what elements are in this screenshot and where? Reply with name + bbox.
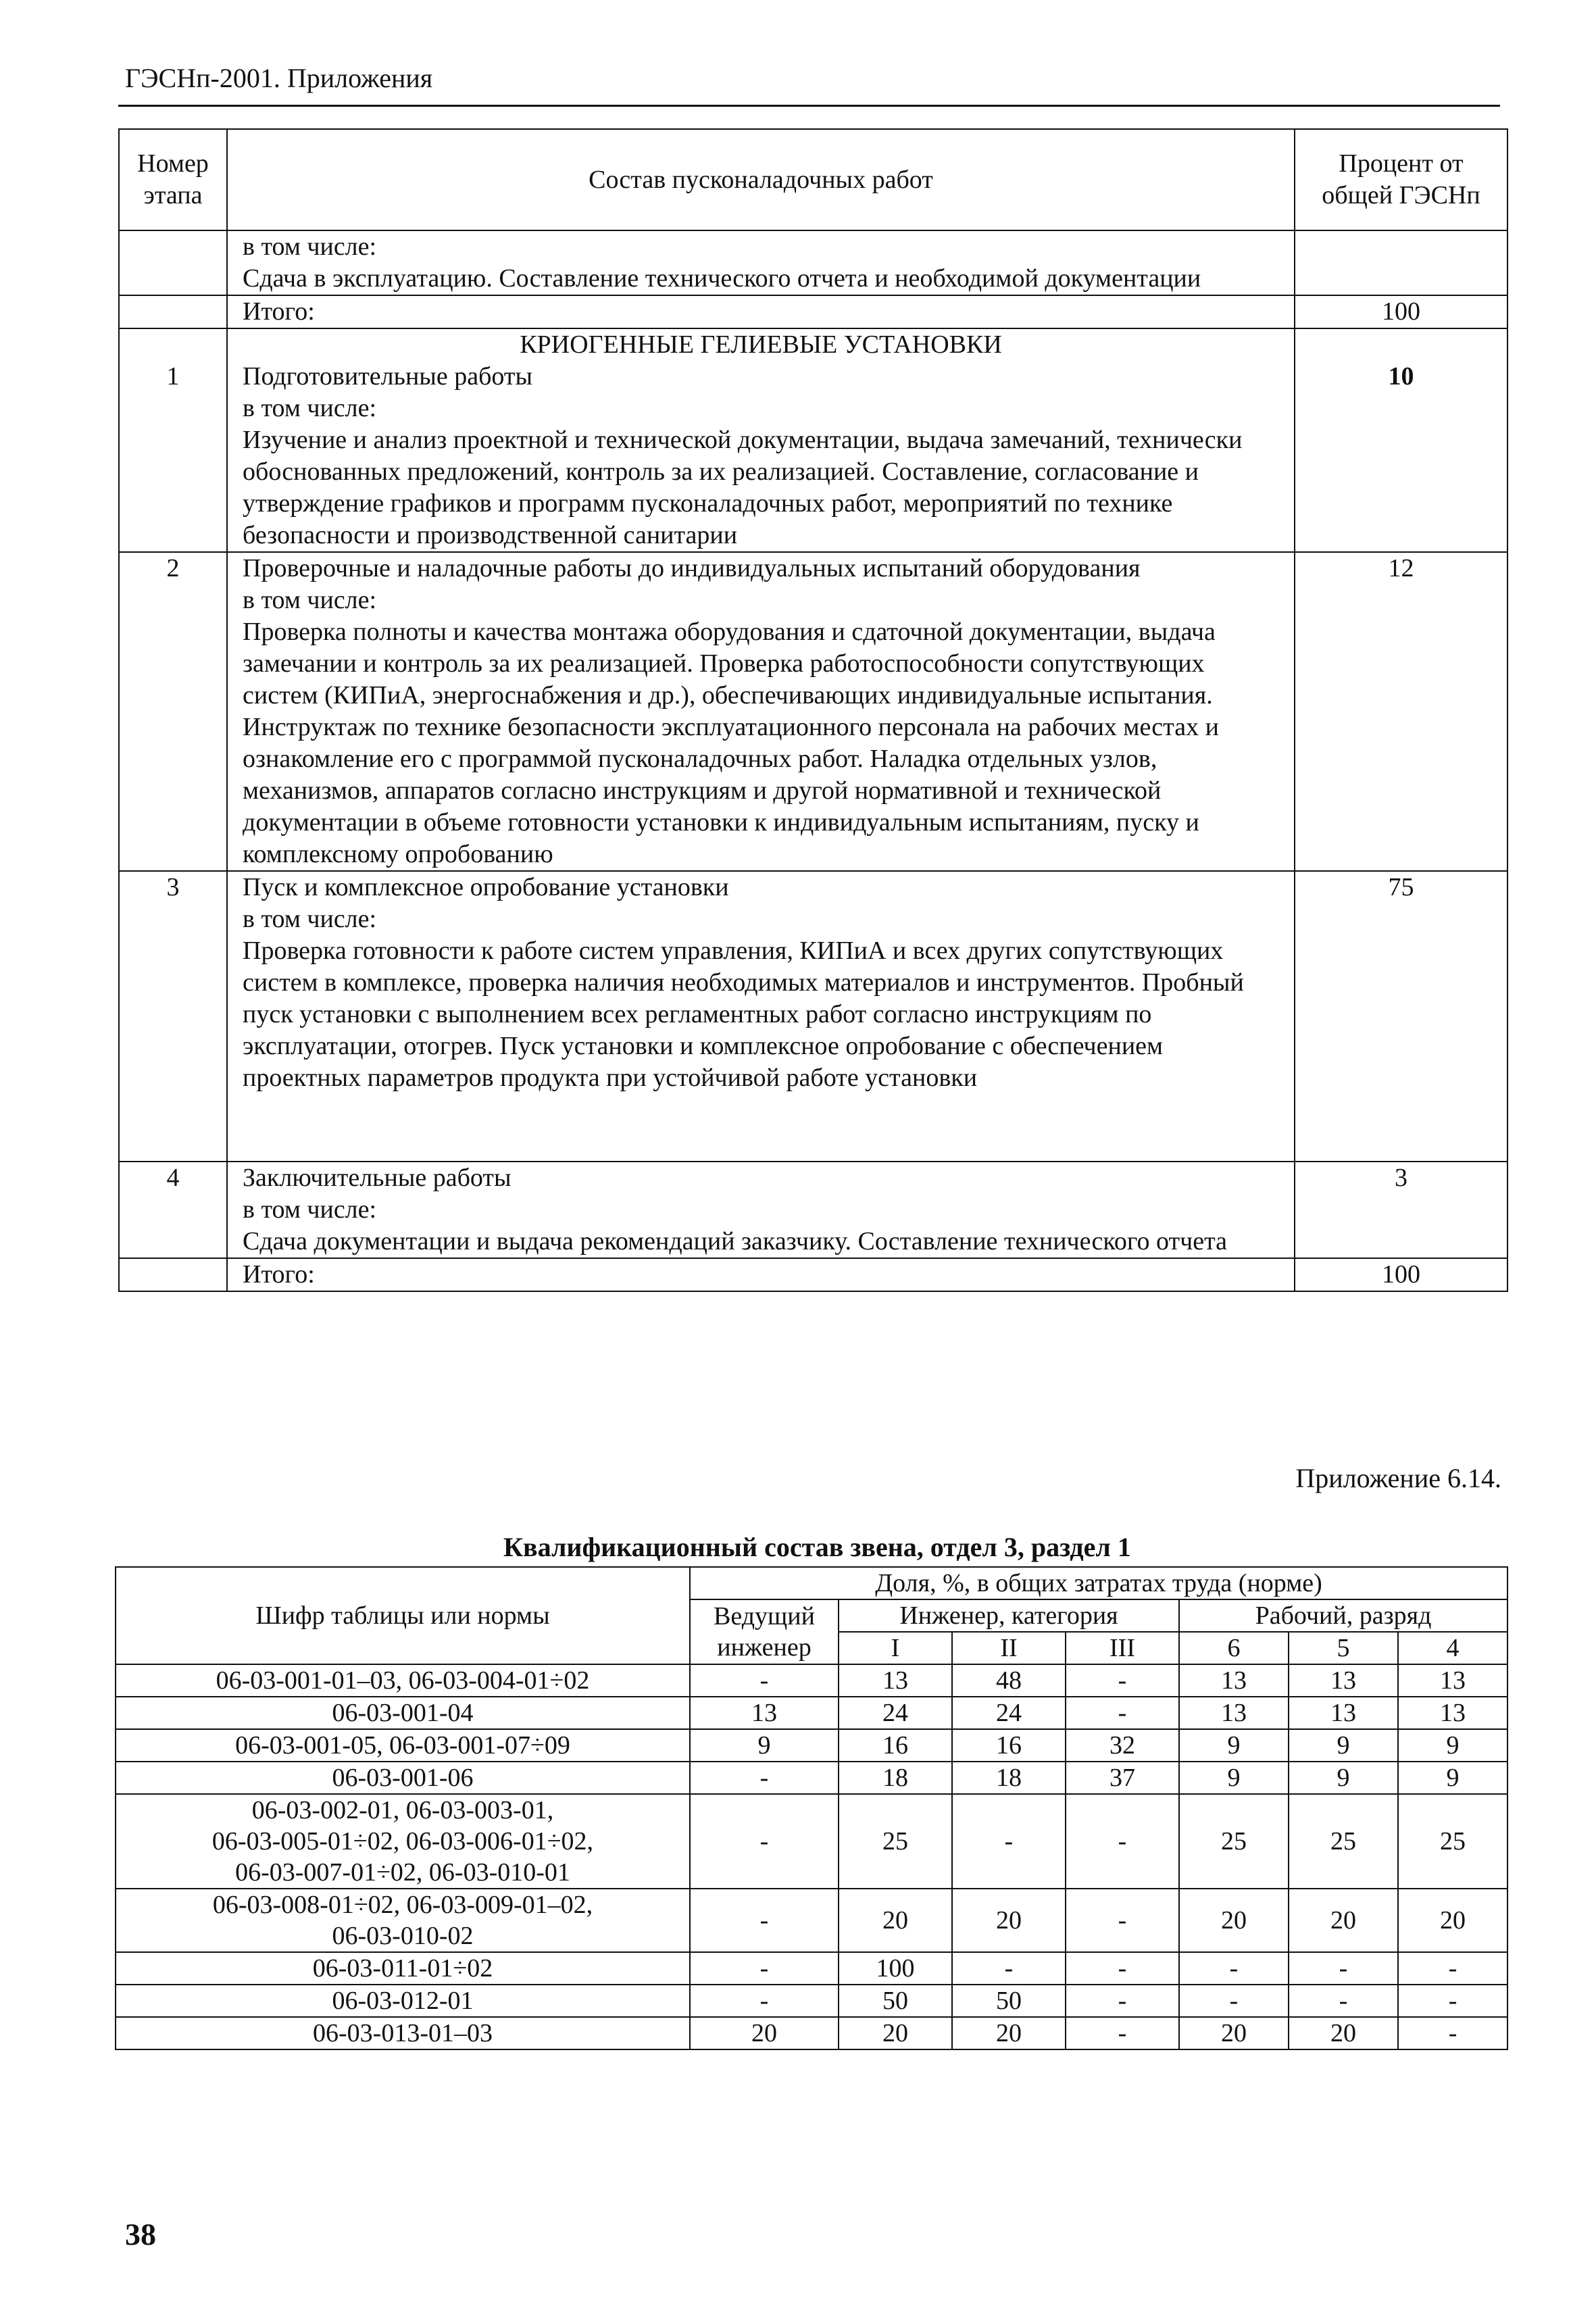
stage-percent: 75 <box>1295 871 1507 1162</box>
stage-number <box>119 230 227 295</box>
share-value: - <box>1289 1985 1398 2017</box>
share-value: - <box>1066 1697 1179 1729</box>
norm-code-line: 06-03-005-01÷02, 06-03-006-01÷02, <box>211 1827 594 1856</box>
description-line: Итого: <box>243 297 315 326</box>
share-value: 13 <box>690 1697 839 1729</box>
description-line: Пуск и комплексное опробование установки <box>243 873 729 901</box>
col-header-category-1: I <box>839 1632 952 1664</box>
col-header-share: Доля, %, в общих затратах труда (норме) <box>690 1567 1507 1599</box>
share-value: 48 <box>952 1664 1066 1697</box>
share-value: 9 <box>1289 1729 1398 1762</box>
description-line: Проверочные и наладочные работы до индивидуальных испытаний оборудования <box>243 554 1141 582</box>
description-line: Заключительные работы <box>243 1164 512 1192</box>
table-row <box>119 1162 1507 1258</box>
norm-code-line: 06-03-007-01÷02, 06-03-010-01 <box>235 1858 570 1887</box>
share-value: - <box>1398 1985 1507 2017</box>
col-header-code: Шифр таблицы или нормы <box>116 1567 690 1664</box>
share-value: 25 <box>1289 1794 1398 1889</box>
share-value: 13 <box>1289 1697 1398 1729</box>
share-value: - <box>690 1794 839 1889</box>
share-value: 20 <box>1179 1889 1289 1952</box>
share-value: - <box>1398 1952 1507 1985</box>
share-value: 20 <box>952 1889 1066 1952</box>
norm-code <box>116 1762 690 1794</box>
crew-table-title: Квалификационный состав звена, отдел 3, раздел 1 <box>503 1532 1131 1562</box>
work-description <box>227 230 1295 295</box>
share-value: 9 <box>1179 1729 1289 1762</box>
share-value: - <box>1289 1952 1398 1985</box>
share-value: 13 <box>1398 1697 1507 1729</box>
share-value: - <box>1066 1664 1179 1697</box>
work-description <box>227 552 1295 871</box>
share-value: 13 <box>1179 1664 1289 1697</box>
col-header-percent: Процент от общей ГЭСНп <box>1295 129 1507 230</box>
table-row <box>119 328 1507 552</box>
share-value: 13 <box>1179 1697 1289 1729</box>
share-value: - <box>1066 2017 1179 2049</box>
norm-code <box>116 2017 690 2049</box>
crew-table-header-row-1 <box>116 1567 1507 1599</box>
page-number: 38 <box>125 2217 156 2251</box>
share-value: - <box>1066 1889 1179 1952</box>
share-value: - <box>1179 1952 1289 1985</box>
appendix-label: Приложение 6.14. <box>1295 1463 1501 1493</box>
description-line: в том числе: <box>243 586 377 614</box>
share-value: 25 <box>839 1794 952 1889</box>
share-value: 20 <box>839 2017 952 2049</box>
share-value: 18 <box>952 1762 1066 1794</box>
work-description <box>227 295 1295 328</box>
col-header-grade-6: 6 <box>1179 1632 1289 1664</box>
table-row <box>116 1889 1507 1952</box>
norm-code <box>116 1729 690 1762</box>
table-row <box>116 1985 1507 2017</box>
share-value: 37 <box>1066 1762 1179 1794</box>
description-line: Проверка полноты и качества монтажа оборудования и сдаточной документации, выдача замечании и контроль за их реализацией. Проверка работоспособности сопутствующих систем (КИПиА, энергоснабжения и др.), обеспечивающих индивидуальные испытания. Инструктаж по технике безопасности эксплуатационного персонала на рабочих местах и ознакомление его с программой пусконаладочных работ. Наладка отдельных узлов, механизмов, аппаратов согласно инструкциям и другой нормативной и технической документации в объеме готовности установки к индивидуальным испытаниям, пуску и комплексному опробованию <box>243 618 1219 868</box>
work-description <box>227 1258 1295 1291</box>
share-value: 50 <box>952 1985 1066 2017</box>
norm-code <box>116 1985 690 2017</box>
work-description <box>227 1162 1295 1258</box>
share-value: 32 <box>1066 1729 1179 1762</box>
stages-table <box>118 128 1508 1292</box>
stages-table-header <box>119 129 1507 230</box>
stage-percent <box>1295 230 1507 295</box>
stage-number: 4 <box>119 1162 227 1258</box>
col-header-lead-engineer: Ведущий инженер <box>690 1599 839 1664</box>
share-value: 13 <box>1289 1664 1398 1697</box>
share-value: 20 <box>1289 2017 1398 2049</box>
stage-percent: 3 <box>1295 1162 1507 1258</box>
col-header-stage-number: Номер этапа <box>119 129 227 230</box>
share-value: 20 <box>690 2017 839 2049</box>
share-value: 25 <box>1398 1794 1507 1889</box>
share-value: 20 <box>839 1889 952 1952</box>
description-line: Изучение и анализ проектной и технической документации, выдача замечаний, технически обоснованных предложений, контроль за их реализацией. Составление, согласование и утверждение графиков и программ пусконаладочных работ, мероприятий по технике безопасности и производственной санитарии <box>243 426 1243 549</box>
col-header-category-3: III <box>1066 1632 1179 1664</box>
table-row <box>119 295 1507 328</box>
table-row <box>116 1697 1507 1729</box>
share-value: 13 <box>1398 1664 1507 1697</box>
table-row <box>116 1952 1507 1985</box>
norm-code <box>116 1697 690 1729</box>
description-line: в том числе: <box>243 232 377 261</box>
col-header-worker-grade: Рабочий, разряд <box>1179 1599 1507 1632</box>
share-value: 18 <box>839 1762 952 1794</box>
description-line: Итого: <box>243 1260 315 1289</box>
header-rule <box>118 105 1500 107</box>
running-header: ГЭСНп-2001. Приложения <box>125 63 433 93</box>
norm-code <box>116 1952 690 1985</box>
col-header-grade-5: 5 <box>1289 1632 1398 1664</box>
norm-code-line: 06-03-010-02 <box>332 1922 474 1950</box>
norm-code-line: 06-03-002-01, 06-03-003-01, <box>251 1796 554 1824</box>
share-value: 50 <box>839 1985 952 2017</box>
stage-number: 3 <box>119 871 227 1162</box>
table-row <box>116 1762 1507 1794</box>
share-value: 16 <box>952 1729 1066 1762</box>
share-value: 20 <box>952 2017 1066 2049</box>
share-value: - <box>690 1952 839 1985</box>
norm-code <box>116 1664 690 1697</box>
share-value: - <box>952 1794 1066 1889</box>
share-value: 9 <box>690 1729 839 1762</box>
share-value: 20 <box>1398 1889 1507 1952</box>
col-header-grade-4: 4 <box>1398 1632 1507 1664</box>
col-header-work-composition: Состав пусконаладочных работ <box>227 129 1295 230</box>
share-value: 9 <box>1398 1729 1507 1762</box>
table-row <box>116 1794 1507 1889</box>
description-line: в том числе: <box>243 1195 377 1224</box>
section-title: КРИОГЕННЫЕ ГЕЛИЕВЫЕ УСТАНОВКИ <box>520 330 1002 359</box>
share-value: - <box>690 1664 839 1697</box>
norm-code <box>116 1794 690 1889</box>
table-row <box>119 552 1507 871</box>
share-value: 16 <box>839 1729 952 1762</box>
stage-percent: 12 <box>1295 552 1507 871</box>
share-value: 20 <box>1289 1889 1398 1952</box>
description-line: Сдача документации и выдача рекомендаций заказчику. Составление технического отчета <box>243 1227 1228 1255</box>
table-row <box>116 1664 1507 1697</box>
work-description <box>227 871 1295 1162</box>
description-line: Сдача в эксплуатацию. Составление технического отчета и необходимой документации <box>243 264 1201 293</box>
share-value: - <box>690 1762 839 1794</box>
norm-code-line: 06-03-001-06 <box>332 1764 474 1792</box>
share-value: - <box>690 1889 839 1952</box>
norm-code-line: 06-03-008-01÷02, 06-03-009-01–02, <box>212 1891 593 1919</box>
share-value: - <box>690 1985 839 2017</box>
norm-code <box>116 1889 690 1952</box>
share-value: 13 <box>839 1664 952 1697</box>
share-value: 24 <box>952 1697 1066 1729</box>
share-value: 25 <box>1179 1794 1289 1889</box>
share-value: - <box>1066 1985 1179 2017</box>
share-value: - <box>1179 1985 1289 2017</box>
stage-number: 2 <box>119 552 227 871</box>
col-header-engineer-category: Инженер, категория <box>839 1599 1179 1632</box>
stage-number: 1 <box>119 328 227 552</box>
share-value: - <box>952 1952 1066 1985</box>
description-line: в том числе: <box>243 905 377 933</box>
crew-composition-table <box>115 1566 1508 2050</box>
stage-number <box>119 1258 227 1291</box>
share-value: 20 <box>1179 2017 1289 2049</box>
norm-code-line: 06-03-001-04 <box>332 1699 474 1727</box>
work-description <box>227 328 1295 552</box>
description-line: Подготовительные работы <box>243 362 533 391</box>
table-row <box>116 1729 1507 1762</box>
share-value: 24 <box>839 1697 952 1729</box>
description-line: Проверка готовности к работе систем управления, КИПиА и всех других сопутствующих систем в комплексе, проверка наличия необходимых материалов и инструментов. Пробный пуск установки с выполнением всех регламентных работ согласно инструкциям по эксплуатации, отогрев. Пуск установки и комплексное опробование с обеспечением проектных параметров продукта при устойчивой работе установки <box>243 937 1244 1092</box>
share-value: - <box>1066 1794 1179 1889</box>
description-line: в том числе: <box>243 394 377 422</box>
share-value: 9 <box>1179 1762 1289 1794</box>
norm-code-line: 06-03-013-01–03 <box>313 2019 493 2047</box>
norm-code-line: 06-03-001-01–03, 06-03-004-01÷02 <box>216 1666 590 1695</box>
table-row <box>119 230 1507 295</box>
norm-code-line: 06-03-001-05, 06-03-001-07÷09 <box>235 1731 570 1760</box>
share-value: 9 <box>1289 1762 1398 1794</box>
col-header-category-2: II <box>952 1632 1066 1664</box>
norm-code-line: 06-03-011-01÷02 <box>312 1954 493 1983</box>
table-row <box>116 2017 1507 2049</box>
share-value: 100 <box>839 1952 952 1985</box>
stage-percent: 100 <box>1295 1258 1507 1291</box>
norm-code-line: 06-03-012-01 <box>332 1987 474 2015</box>
table-row <box>119 1258 1507 1291</box>
share-value: 9 <box>1398 1762 1507 1794</box>
stage-percent: 100 <box>1295 295 1507 328</box>
stage-number <box>119 295 227 328</box>
share-value: - <box>1398 2017 1507 2049</box>
share-value: - <box>1066 1952 1179 1985</box>
table-row <box>119 871 1507 1162</box>
stage-percent: 10 <box>1295 328 1507 552</box>
